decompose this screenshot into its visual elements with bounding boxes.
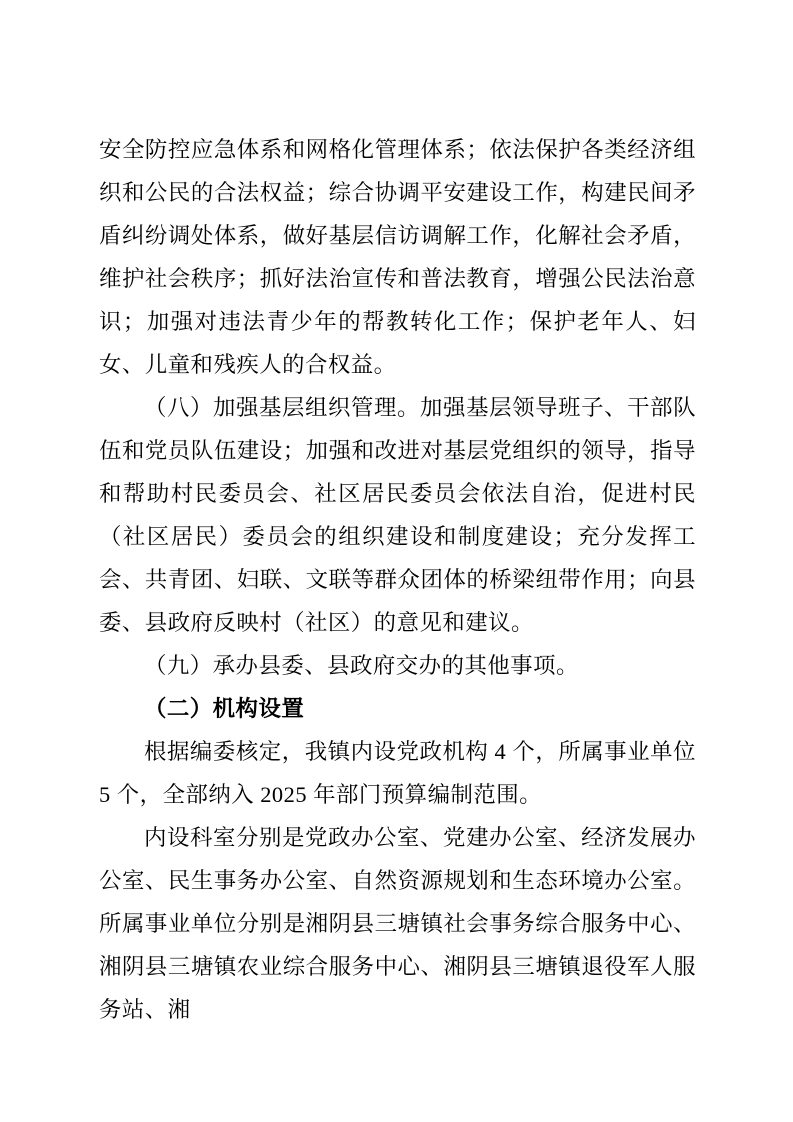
paragraph-item-8: （八）加强基层组织管理。加强基层领导班子、干部队伍和党员队伍建设；加强和改进对基层党组织的领导，指导和帮助村民委员会、社区居民委员会依法自治，促进村民（社区居民）委员会的组织建设和制度建设；充分发挥工会、共青团、妇联、文联等群众团体的桥梁纽带作用；向县委、县政府反映村（社区）的意见和建议。	[99, 395, 696, 635]
paragraph-internal-offices: 内设科室分别是党政办公室、党建办公室、经济发展办公室、民生事务办公室、自然资源规划和生态环境办公室。所属事业单位分别是湘阴县三塘镇社会事务综合服务中心、湘阴县三塘镇农业综合服务中心、湘阴县三塘镇退役军人服务站、湘	[99, 825, 696, 1022]
document-body	[99, 128, 696, 1031]
section-heading-organization-setup: （二）机构设置	[144, 696, 305, 721]
paragraph-budget-scope: 根据编委核定，我镇内设党政机构 4 个，所属事业单位 5 个，全部纳入 2025 年部门预算编制范围。	[99, 739, 696, 807]
paragraph-continuation: 安全防控应急体系和网格化管理体系；依法保护各类经济组织和公民的合法权益；综合协调平安建设工作，构建民间矛盾纠纷调处体系，做好基层信访调解工作，化解社会矛盾，维护社会秩序；抓好法治宣传和普法教育，增强公民法治意识；加强对违法青少年的帮教转化工作；保护老年人、妇女、儿童和残疾人的合权益。	[99, 137, 696, 377]
paragraph-item-9: （九）承办县委、县政府交办的其他事项。	[144, 653, 579, 678]
